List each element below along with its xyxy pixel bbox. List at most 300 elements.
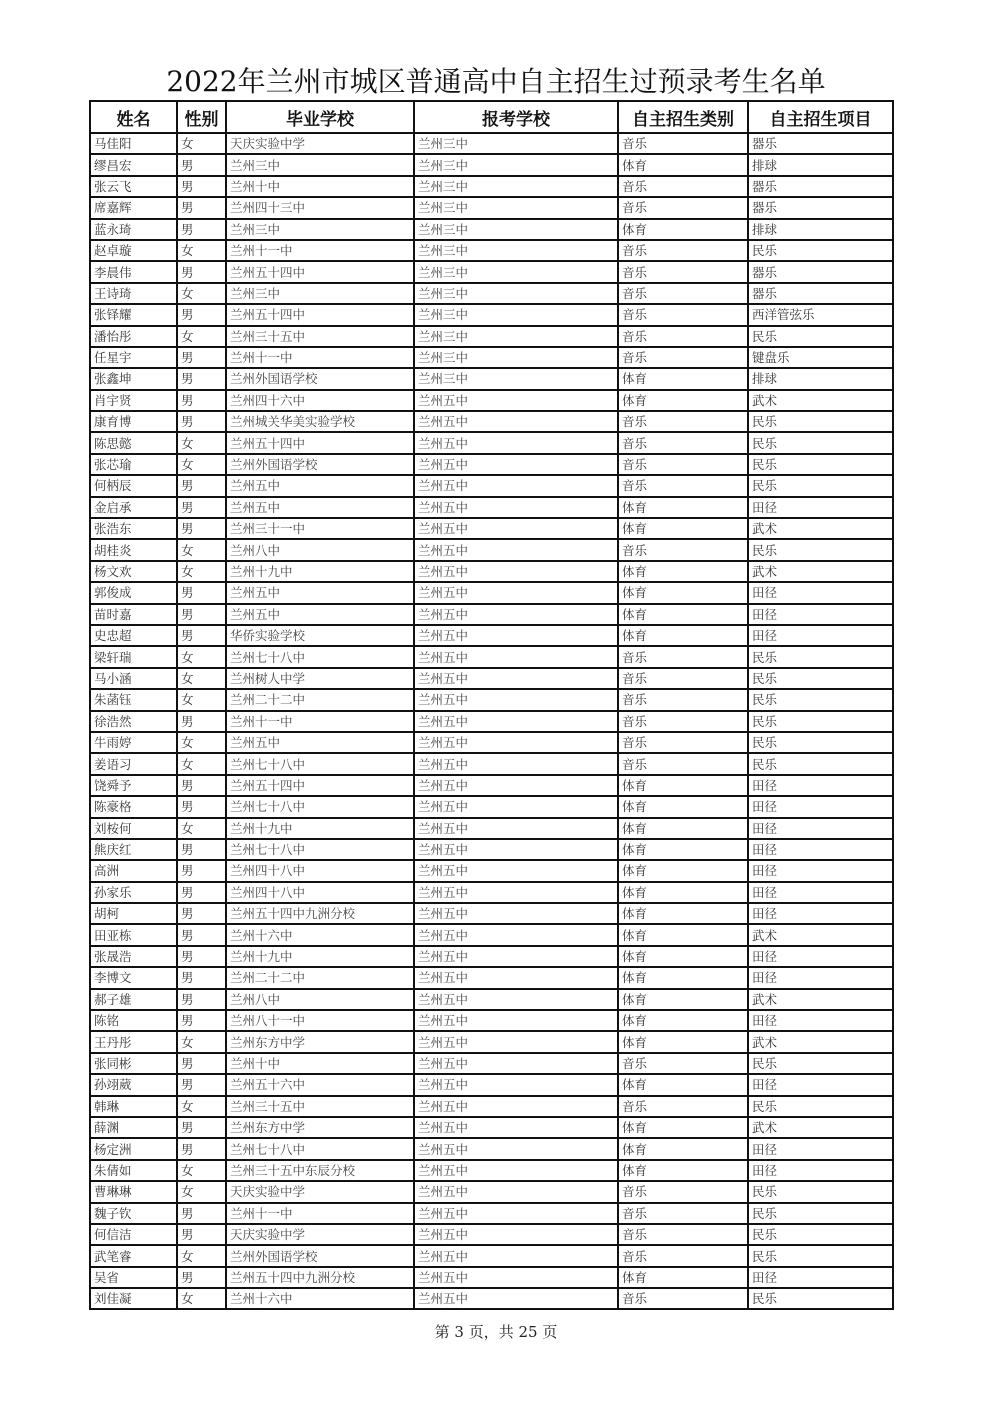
cell-applied-school: 兰州五中 (414, 775, 618, 796)
cell-gender: 男 (177, 882, 226, 903)
cell-graduation-school: 华侨实验学校 (226, 625, 414, 646)
cell-graduation-school: 兰州四十三中 (226, 197, 414, 218)
cell-gender: 男 (177, 1074, 226, 1095)
table-row (90, 197, 893, 218)
cell-applied-school: 兰州五中 (414, 625, 618, 646)
cell-project: 武术 (748, 989, 893, 1010)
cell-category: 体育 (618, 1031, 748, 1052)
cell-applied-school: 兰州五中 (414, 1053, 618, 1074)
cell-name: 薛渊 (90, 1117, 177, 1138)
cell-graduation-school: 兰州十中 (226, 1053, 414, 1074)
cell-category: 音乐 (618, 197, 748, 218)
cell-graduation-school: 天庆实验中学 (226, 1181, 414, 1202)
table-row (90, 304, 893, 325)
cell-category: 音乐 (618, 454, 748, 475)
cell-gender: 女 (177, 646, 226, 667)
cell-graduation-school: 兰州三十五中 (226, 1096, 414, 1117)
cell-graduation-school: 兰州十九中 (226, 561, 414, 582)
cell-graduation-school: 兰州十六中 (226, 1288, 414, 1309)
table-row (90, 1245, 893, 1266)
cell-gender: 女 (177, 240, 226, 261)
cell-name: 陈豪格 (90, 796, 177, 817)
cell-name: 何信洁 (90, 1224, 177, 1245)
cell-name: 熊庆红 (90, 839, 177, 860)
table-row (90, 1160, 893, 1181)
cell-category: 音乐 (618, 1203, 748, 1224)
cell-name: 缪昌宏 (90, 154, 177, 175)
cell-name: 魏子钦 (90, 1203, 177, 1224)
cell-graduation-school: 兰州五十四中 (226, 304, 414, 325)
cell-graduation-school: 兰州十九中 (226, 946, 414, 967)
cell-project: 民乐 (748, 411, 893, 432)
cell-applied-school: 兰州三中 (414, 304, 618, 325)
cell-name: 金启承 (90, 497, 177, 518)
cell-category: 音乐 (618, 1181, 748, 1202)
cell-category: 体育 (618, 1267, 748, 1288)
cell-gender: 女 (177, 561, 226, 582)
cell-project: 排球 (748, 368, 893, 389)
cell-category: 音乐 (618, 411, 748, 432)
cell-category: 音乐 (618, 261, 748, 282)
cell-applied-school: 兰州五中 (414, 1074, 618, 1095)
cell-applied-school: 兰州五中 (414, 924, 618, 945)
cell-gender: 男 (177, 1010, 226, 1031)
cell-gender: 女 (177, 1245, 226, 1266)
cell-gender: 男 (177, 946, 226, 967)
cell-project: 器乐 (748, 133, 893, 154)
cell-gender: 男 (177, 903, 226, 924)
cell-category: 体育 (618, 497, 748, 518)
cell-name: 郝子雄 (90, 989, 177, 1010)
cell-graduation-school: 兰州十中 (226, 176, 414, 197)
cell-project: 民乐 (748, 689, 893, 710)
cell-graduation-school: 兰州外国语学校 (226, 368, 414, 389)
cell-name: 饶舜予 (90, 775, 177, 796)
cell-applied-school: 兰州五中 (414, 454, 618, 475)
cell-category: 音乐 (618, 646, 748, 667)
cell-gender: 男 (177, 967, 226, 988)
cell-project: 民乐 (748, 1096, 893, 1117)
header-applied-school: 报考学校 (414, 101, 618, 133)
table-header-row (90, 101, 893, 133)
table-row (90, 732, 893, 753)
cell-gender: 女 (177, 454, 226, 475)
cell-name: 曹琳琳 (90, 1181, 177, 1202)
cell-graduation-school: 兰州三中 (226, 283, 414, 304)
cell-project: 武术 (748, 561, 893, 582)
table-row (90, 882, 893, 903)
cell-category: 音乐 (618, 539, 748, 560)
cell-gender: 女 (177, 283, 226, 304)
cell-applied-school: 兰州五中 (414, 882, 618, 903)
cell-category: 体育 (618, 946, 748, 967)
cell-applied-school: 兰州三中 (414, 154, 618, 175)
cell-applied-school: 兰州五中 (414, 604, 618, 625)
cell-category: 体育 (618, 1160, 748, 1181)
cell-project: 武术 (748, 518, 893, 539)
cell-category: 音乐 (618, 347, 748, 368)
cell-gender: 女 (177, 1031, 226, 1052)
table-row (90, 1181, 893, 1202)
cell-category: 音乐 (618, 1224, 748, 1245)
cell-applied-school: 兰州五中 (414, 561, 618, 582)
cell-name: 梁轩瑞 (90, 646, 177, 667)
cell-applied-school: 兰州五中 (414, 753, 618, 774)
cell-category: 音乐 (618, 326, 748, 347)
cell-applied-school: 兰州五中 (414, 1010, 618, 1031)
cell-project: 民乐 (748, 1245, 893, 1266)
cell-applied-school: 兰州五中 (414, 967, 618, 988)
cell-graduation-school: 兰州五中 (226, 732, 414, 753)
table-row (90, 967, 893, 988)
table-row (90, 1203, 893, 1224)
cell-project: 民乐 (748, 1181, 893, 1202)
cell-name: 肖宇贤 (90, 390, 177, 411)
cell-applied-school: 兰州三中 (414, 261, 618, 282)
cell-name: 张鑫坤 (90, 368, 177, 389)
cell-project: 田径 (748, 775, 893, 796)
table-row (90, 261, 893, 282)
cell-graduation-school: 兰州十一中 (226, 1203, 414, 1224)
cell-graduation-school: 兰州七十八中 (226, 646, 414, 667)
cell-name: 孙翊葳 (90, 1074, 177, 1095)
cell-gender: 女 (177, 539, 226, 560)
cell-name: 张晟浩 (90, 946, 177, 967)
cell-project: 田径 (748, 1010, 893, 1031)
cell-applied-school: 兰州五中 (414, 732, 618, 753)
cell-gender: 男 (177, 775, 226, 796)
cell-category: 体育 (618, 625, 748, 646)
cell-applied-school: 兰州五中 (414, 1267, 618, 1288)
cell-project: 民乐 (748, 711, 893, 732)
cell-name: 杨定洲 (90, 1138, 177, 1159)
cell-gender: 男 (177, 497, 226, 518)
cell-graduation-school: 兰州五十四中 (226, 261, 414, 282)
cell-applied-school: 兰州五中 (414, 946, 618, 967)
cell-project: 武术 (748, 1117, 893, 1138)
table-row (90, 711, 893, 732)
cell-name: 陈铭 (90, 1010, 177, 1031)
cell-gender: 女 (177, 133, 226, 154)
cell-gender: 男 (177, 475, 226, 496)
cell-name: 姜语习 (90, 753, 177, 774)
table-row (90, 176, 893, 197)
cell-name: 田亚栋 (90, 924, 177, 945)
cell-name: 康育博 (90, 411, 177, 432)
table-row (90, 475, 893, 496)
table-row (90, 347, 893, 368)
cell-category: 音乐 (618, 1053, 748, 1074)
cell-gender: 男 (177, 368, 226, 389)
table-row (90, 1010, 893, 1031)
cell-name: 王丹彤 (90, 1031, 177, 1052)
table-row (90, 133, 893, 154)
cell-name: 张同彬 (90, 1053, 177, 1074)
cell-applied-school: 兰州五中 (414, 646, 618, 667)
cell-applied-school: 兰州三中 (414, 197, 618, 218)
cell-applied-school: 兰州五中 (414, 432, 618, 453)
table-row (90, 582, 893, 603)
cell-gender: 男 (177, 839, 226, 860)
cell-category: 体育 (618, 924, 748, 945)
cell-project: 田径 (748, 582, 893, 603)
cell-gender: 男 (177, 176, 226, 197)
cell-category: 体育 (618, 1138, 748, 1159)
cell-applied-school: 兰州五中 (414, 689, 618, 710)
cell-category: 音乐 (618, 240, 748, 261)
cell-name: 史忠超 (90, 625, 177, 646)
cell-category: 体育 (618, 368, 748, 389)
table-row (90, 1267, 893, 1288)
cell-project: 田径 (748, 1160, 893, 1181)
cell-gender: 男 (177, 582, 226, 603)
page-number: 第 3 页，共 25 页 (434, 1323, 558, 1341)
header-gender: 性别 (177, 101, 226, 133)
cell-gender: 女 (177, 432, 226, 453)
cell-category: 音乐 (618, 732, 748, 753)
cell-graduation-school: 兰州三中 (226, 219, 414, 240)
cell-project: 田径 (748, 860, 893, 881)
table-row (90, 625, 893, 646)
header-category: 自主招生类别 (618, 101, 748, 133)
cell-graduation-school: 兰州外国语学校 (226, 454, 414, 475)
cell-applied-school: 兰州五中 (414, 1096, 618, 1117)
cell-graduation-school: 兰州十六中 (226, 924, 414, 945)
cell-category: 体育 (618, 903, 748, 924)
table-row (90, 411, 893, 432)
cell-name: 牛雨婷 (90, 732, 177, 753)
cell-name: 胡桂炎 (90, 539, 177, 560)
cell-project: 民乐 (748, 1288, 893, 1309)
cell-name: 吴省 (90, 1267, 177, 1288)
cell-applied-school: 兰州五中 (414, 818, 618, 839)
cell-graduation-school: 兰州七十八中 (226, 753, 414, 774)
cell-category: 音乐 (618, 1096, 748, 1117)
table-row (90, 283, 893, 304)
cell-project: 器乐 (748, 283, 893, 304)
cell-category: 体育 (618, 967, 748, 988)
table-row (90, 240, 893, 261)
cell-project: 田径 (748, 1138, 893, 1159)
table-row (90, 796, 893, 817)
cell-project: 器乐 (748, 261, 893, 282)
header-project: 自主招生项目 (748, 101, 893, 133)
cell-gender: 男 (177, 304, 226, 325)
table-row (90, 326, 893, 347)
cell-graduation-school: 兰州二十二中 (226, 967, 414, 988)
cell-gender: 女 (177, 732, 226, 753)
cell-category: 音乐 (618, 304, 748, 325)
cell-project: 西洋管弦乐 (748, 304, 893, 325)
cell-name: 李晨伟 (90, 261, 177, 282)
cell-applied-school: 兰州五中 (414, 668, 618, 689)
cell-project: 民乐 (748, 732, 893, 753)
table-row (90, 946, 893, 967)
cell-graduation-school: 兰州八中 (226, 989, 414, 1010)
cell-name: 赵卓璇 (90, 240, 177, 261)
cell-gender: 男 (177, 1053, 226, 1074)
cell-project: 民乐 (748, 240, 893, 261)
cell-gender: 男 (177, 1203, 226, 1224)
cell-name: 任星宇 (90, 347, 177, 368)
cell-category: 体育 (618, 839, 748, 860)
cell-project: 田径 (748, 1074, 893, 1095)
cell-graduation-school: 兰州七十八中 (226, 1138, 414, 1159)
cell-name: 孙家乐 (90, 882, 177, 903)
cell-applied-school: 兰州五中 (414, 539, 618, 560)
cell-name: 马小涵 (90, 668, 177, 689)
cell-graduation-school: 天庆实验中学 (226, 1224, 414, 1245)
table-row (90, 1031, 893, 1052)
cell-project: 民乐 (748, 753, 893, 774)
cell-graduation-school: 兰州五十四中 (226, 775, 414, 796)
table-row (90, 561, 893, 582)
table-row (90, 154, 893, 175)
cell-graduation-school: 兰州十九中 (226, 818, 414, 839)
cell-applied-school: 兰州五中 (414, 497, 618, 518)
cell-graduation-school: 兰州五十四中 (226, 432, 414, 453)
cell-name: 席嘉辉 (90, 197, 177, 218)
cell-category: 音乐 (618, 133, 748, 154)
cell-applied-school: 兰州三中 (414, 133, 618, 154)
table-row (90, 924, 893, 945)
table-row (90, 1117, 893, 1138)
cell-gender: 男 (177, 261, 226, 282)
cell-project: 民乐 (748, 668, 893, 689)
cell-gender: 女 (177, 689, 226, 710)
cell-applied-school: 兰州三中 (414, 240, 618, 261)
cell-graduation-school: 天庆实验中学 (226, 133, 414, 154)
cell-category: 音乐 (618, 475, 748, 496)
cell-graduation-school: 兰州四十八中 (226, 860, 414, 881)
table-row (90, 518, 893, 539)
cell-project: 民乐 (748, 1203, 893, 1224)
table-row (90, 1053, 893, 1074)
cell-name: 刘佳凝 (90, 1288, 177, 1309)
table-row (90, 1138, 893, 1159)
cell-project: 民乐 (748, 539, 893, 560)
cell-applied-school: 兰州五中 (414, 1181, 618, 1202)
cell-applied-school: 兰州五中 (414, 796, 618, 817)
cell-graduation-school: 兰州七十八中 (226, 839, 414, 860)
cell-gender: 男 (177, 411, 226, 432)
cell-applied-school: 兰州五中 (414, 390, 618, 411)
cell-category: 音乐 (618, 1245, 748, 1266)
header-name: 姓名 (90, 101, 177, 133)
cell-project: 武术 (748, 924, 893, 945)
cell-graduation-school: 兰州三中 (226, 154, 414, 175)
cell-applied-school: 兰州五中 (414, 1224, 618, 1245)
cell-name: 刘桉何 (90, 818, 177, 839)
cell-category: 体育 (618, 989, 748, 1010)
cell-graduation-school: 兰州三十五中东辰分校 (226, 1160, 414, 1181)
cell-name: 王诗琦 (90, 283, 177, 304)
cell-applied-school: 兰州五中 (414, 839, 618, 860)
cell-applied-school: 兰州五中 (414, 1117, 618, 1138)
cell-name: 张铎耀 (90, 304, 177, 325)
table-row (90, 689, 893, 710)
cell-gender: 女 (177, 1096, 226, 1117)
cell-name: 蓝永琦 (90, 219, 177, 240)
table-row (90, 1074, 893, 1095)
cell-name: 高洲 (90, 860, 177, 881)
cell-graduation-school: 兰州八十一中 (226, 1010, 414, 1031)
cell-project: 排球 (748, 219, 893, 240)
cell-gender: 男 (177, 711, 226, 732)
cell-graduation-school: 兰州四十八中 (226, 882, 414, 903)
table-row (90, 1096, 893, 1117)
cell-project: 武术 (748, 1031, 893, 1052)
cell-graduation-school: 兰州东方中学 (226, 1117, 414, 1138)
cell-project: 田径 (748, 882, 893, 903)
cell-graduation-school: 兰州十一中 (226, 711, 414, 732)
cell-project: 民乐 (748, 326, 893, 347)
cell-category: 音乐 (618, 1288, 748, 1309)
cell-name: 张云飞 (90, 176, 177, 197)
cell-name: 何柄辰 (90, 475, 177, 496)
cell-gender: 男 (177, 197, 226, 218)
cell-applied-school: 兰州三中 (414, 347, 618, 368)
cell-graduation-school: 兰州东方中学 (226, 1031, 414, 1052)
header-graduation-school: 毕业学校 (226, 101, 414, 133)
cell-category: 体育 (618, 390, 748, 411)
cell-project: 田径 (748, 604, 893, 625)
cell-graduation-school: 兰州五十四中九洲分校 (226, 1267, 414, 1288)
cell-name: 马佳阳 (90, 133, 177, 154)
cell-project: 民乐 (748, 475, 893, 496)
cell-applied-school: 兰州五中 (414, 475, 618, 496)
cell-name: 张浩东 (90, 518, 177, 539)
cell-applied-school: 兰州五中 (414, 711, 618, 732)
cell-graduation-school: 兰州七十八中 (226, 796, 414, 817)
cell-category: 音乐 (618, 432, 748, 453)
cell-graduation-school: 兰州八中 (226, 539, 414, 560)
cell-project: 田径 (748, 903, 893, 924)
cell-graduation-school: 兰州树人中学 (226, 668, 414, 689)
cell-category: 音乐 (618, 176, 748, 197)
cell-graduation-school: 兰州三十五中 (226, 326, 414, 347)
cell-project: 键盘乐 (748, 347, 893, 368)
cell-name: 朱倩如 (90, 1160, 177, 1181)
cell-project: 田径 (748, 967, 893, 988)
table-row (90, 390, 893, 411)
cell-project: 田径 (748, 839, 893, 860)
cell-applied-school: 兰州五中 (414, 1245, 618, 1266)
cell-project: 武术 (748, 390, 893, 411)
table-row (90, 432, 893, 453)
cell-name: 朱菡钰 (90, 689, 177, 710)
table-row (90, 1224, 893, 1245)
cell-gender: 男 (177, 518, 226, 539)
cell-category: 音乐 (618, 689, 748, 710)
cell-category: 体育 (618, 154, 748, 175)
cell-category: 体育 (618, 561, 748, 582)
cell-category: 体育 (618, 796, 748, 817)
cell-applied-school: 兰州五中 (414, 1288, 618, 1309)
cell-category: 体育 (618, 882, 748, 903)
cell-applied-school: 兰州五中 (414, 518, 618, 539)
cell-gender: 女 (177, 1288, 226, 1309)
cell-applied-school: 兰州五中 (414, 860, 618, 881)
cell-gender: 男 (177, 796, 226, 817)
table-row (90, 604, 893, 625)
table-row (90, 1288, 893, 1309)
cell-project: 民乐 (748, 432, 893, 453)
cell-gender: 男 (177, 625, 226, 646)
cell-category: 体育 (618, 518, 748, 539)
cell-gender: 女 (177, 326, 226, 347)
table-row (90, 989, 893, 1010)
